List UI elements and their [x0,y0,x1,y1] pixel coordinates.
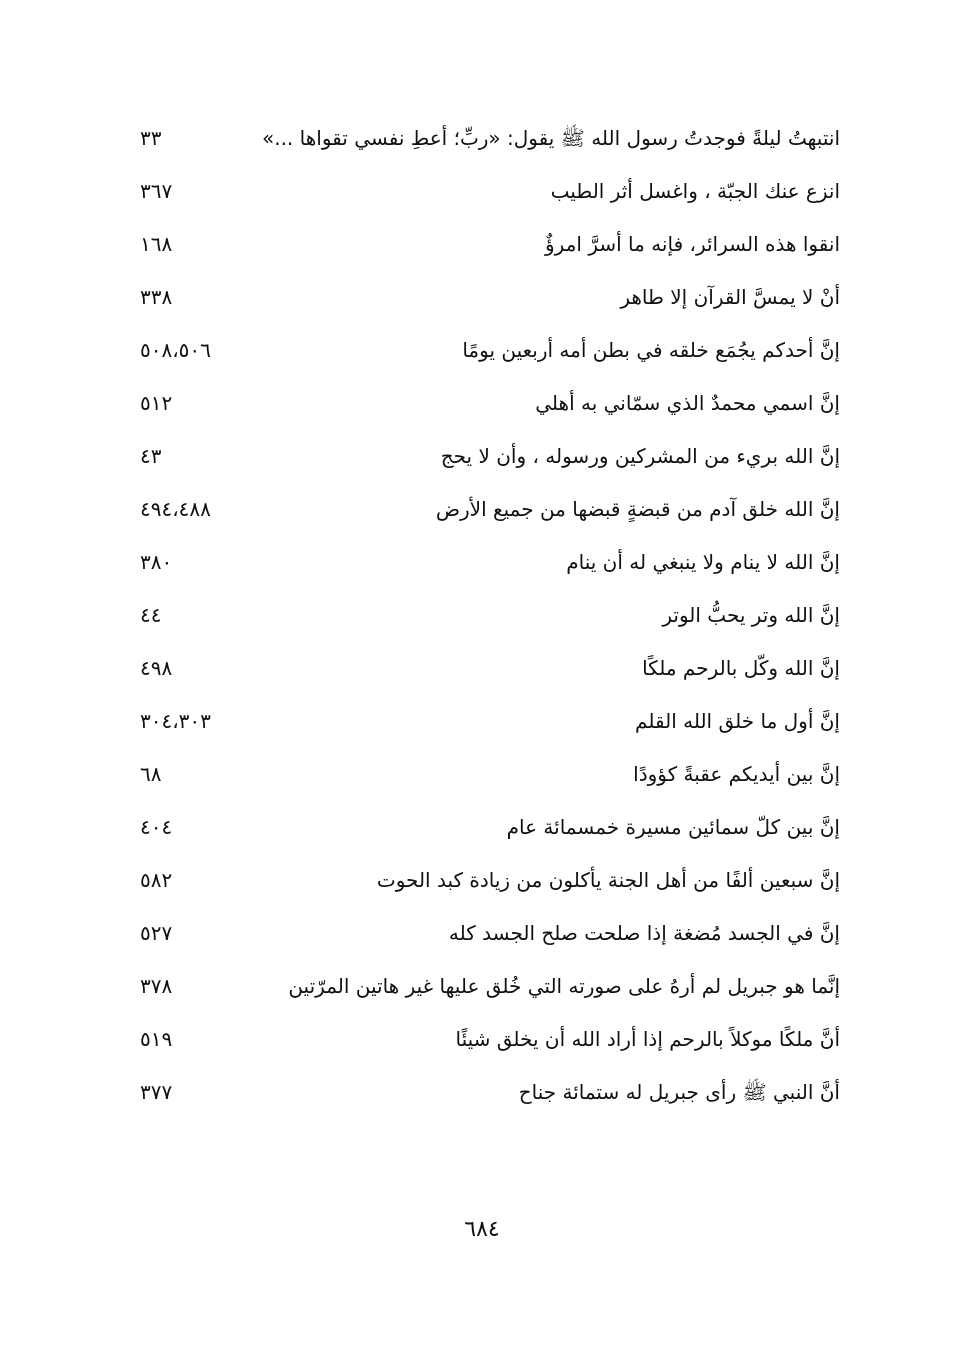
page-refs: ٣٨٠ [140,550,173,574]
index-row [120,854,840,907]
hadith-text: أنَّ النبي ﷺ رأى جبريل له ستمائة جناح [518,1080,840,1104]
index-row [120,642,840,695]
index-row [120,748,840,801]
hadith-text: إنَّ اسمي محمدٌ الذي سمّاني به أهلي [535,391,840,415]
hadith-text: إنَّ أول ما خلق الله القلم [635,709,840,733]
page-refs: ٥٠٨،٥٠٦ [140,338,211,362]
page-refs: ٤٤ [140,603,162,627]
index-row [120,960,840,1013]
index-row [120,1066,840,1119]
page-refs: ٤٩٨ [140,656,173,680]
hadith-text: إنَّ الله وكّل بالرحم ملكًا [642,656,840,680]
index-row [120,536,840,589]
page-refs: ٥١٩ [140,1027,173,1051]
page-refs: ٣٣٨ [140,285,173,309]
page-refs: ٣٧٨ [140,974,173,998]
page-refs: ٥٢٧ [140,921,173,945]
hadith-text: إنَّ بين كلّ سمائين مسيرة خمسمائة عام [506,815,840,839]
hadith-text: إنَّ أحدكم يجُمَع خلقه في بطن أمه أربعين يومًا [462,338,840,362]
hadith-text: انتبهتُ ليلةً فوجدتُ رسول الله ﷺ يقول: «ربِّ؛ أعطِ نفسي تقواها ...» [261,126,840,150]
hadith-text: انقوا هذه السرائر، فإنه ما أسرَّ امرؤٌ [545,232,840,256]
page-refs: ٤٣ [140,444,162,468]
page-refs: ٤٠٤ [140,815,173,839]
hadith-text: أنْ لا يمسَّ القرآن إلا طاهر [620,285,840,309]
index-row [120,165,840,218]
index-row [120,589,840,642]
page-refs: ٣٦٧ [140,179,173,203]
index-row [120,483,840,536]
page-refs: ٥٨٢ [140,868,173,892]
page-refs: ٣٠٤،٣٠٣ [140,709,211,733]
index-row [120,907,840,960]
index-row [120,430,840,483]
hadith-text: إنَّ الله بريء من المشركين ورسوله ، وأن لا يحج [440,444,840,468]
index-row [120,324,840,377]
hadith-text: إنَّ الله خلق آدم من قبضةٍ قبضها من جميع الأرض [435,497,840,521]
index-row [120,112,840,165]
page-refs: ٣٣ [140,126,162,150]
hadith-text: إنَّ في الجسد مُضغة إذا صلحت صلح الجسد كله [448,921,840,945]
hadith-text: إنَّ الله لا ينام ولا ينبغي له أن ينام [566,550,840,574]
index-row [120,1013,840,1066]
index-row [120,695,840,748]
hadith-index-list [120,112,840,1119]
index-row [120,801,840,854]
page-number: ٦٨٤ [464,1217,500,1242]
hadith-text: إنَّ بين أيديكم عقبةً كؤودًا [633,762,840,786]
hadith-text: إنَّما هو جبريل لم أرهُ على صورته التي خُلق عليها غير هاتين المرّتين [288,974,840,998]
page-refs: ٥١٢ [140,391,173,415]
hadith-text: أنَّ ملكًا موكلاً بالرحم إذا أراد الله أن يخلق شيئًا [455,1027,840,1051]
hadith-text: إنَّ سبعين ألفًا من أهل الجنة يأكلون من زيادة كبد الحوت [376,868,840,892]
page-refs: ٤٩٤،٤٨٨ [140,497,211,521]
index-row [120,377,840,430]
hadith-text: انزع عنك الجبّة ، واغسل أثر الطيب [550,179,840,203]
hadith-text: إنَّ الله وتر يحبُّ الوتر [662,603,840,627]
page-refs: ١٦٨ [140,232,173,256]
index-row [120,271,840,324]
index-row [120,218,840,271]
page-refs: ٣٧٧ [140,1080,173,1104]
page-refs: ٦٨ [140,762,162,786]
